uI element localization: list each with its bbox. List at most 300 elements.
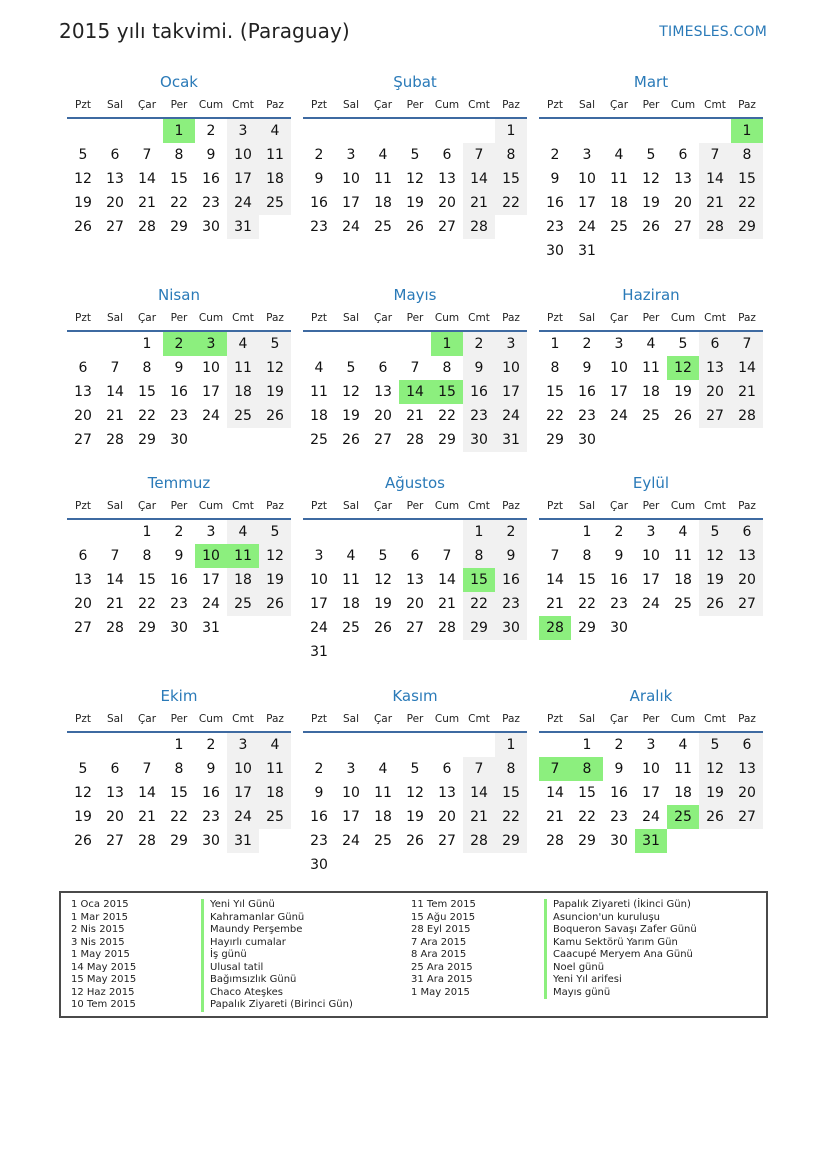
day-cell: 25 [227, 592, 259, 616]
day-cell: 4 [678, 737, 688, 753]
day-cell: 3 [614, 336, 624, 352]
holiday-day-cell: 7 [539, 757, 571, 781]
day-cell: 22 [495, 805, 527, 829]
day-cell: 1 [550, 336, 560, 352]
day-cell: 26 [699, 805, 731, 829]
day-cell: 21 [463, 805, 495, 829]
legend-holiday-name: İş günü [201, 949, 353, 962]
legend-date: 11 Tem 2015 [411, 899, 476, 910]
weekday-header: Cum [670, 500, 696, 512]
day-cell: 25 [227, 404, 259, 428]
day-cell: 31 [227, 215, 259, 239]
day-cell: 22 [170, 809, 188, 825]
day-cell: 20 [74, 408, 92, 424]
day-cell: 4 [646, 336, 656, 352]
day-cell: 17 [610, 384, 628, 400]
weekday-header: Cum [198, 99, 224, 111]
day-cell: 12 [342, 384, 360, 400]
day-cell: 7 [442, 548, 452, 564]
day-cell: 6 [110, 761, 120, 777]
day-cell: 8 [550, 360, 560, 376]
day-cell: 29 [138, 432, 156, 448]
day-cell: 22 [138, 596, 156, 612]
day-cell: 24 [202, 596, 220, 612]
day-cell: 15 [578, 572, 596, 588]
day-cell: 19 [259, 380, 291, 404]
legend-holiday-name: Maundy Perşembe [201, 924, 353, 937]
day-cell: 16 [578, 384, 596, 400]
day-cell: 23 [495, 592, 527, 616]
day-cell: 22 [578, 809, 596, 825]
weekday-header: Çar [137, 99, 157, 111]
day-cell: 11 [674, 761, 692, 777]
day-cell: 12 [642, 171, 660, 187]
day-cell: 1 [142, 336, 152, 352]
day-cell: 8 [174, 761, 184, 777]
day-cell: 18 [642, 384, 660, 400]
day-cell: 1 [582, 524, 592, 540]
day-cell: 25 [259, 805, 291, 829]
weekday-header: Cum [198, 713, 224, 725]
weekday-header: Cum [434, 99, 460, 111]
weekday-header: Pzt [547, 99, 563, 111]
day-cell: 6 [410, 548, 420, 564]
day-cell: 6 [442, 761, 452, 777]
weekday-header: Cum [670, 312, 696, 324]
day-cell: 15 [138, 384, 156, 400]
day-cell: 3 [314, 548, 324, 564]
day-cell: 21 [731, 380, 763, 404]
day-cell: 21 [106, 408, 124, 424]
day-cell: 24 [342, 833, 360, 849]
day-cell: 9 [314, 171, 324, 187]
day-cell: 22 [578, 596, 596, 612]
day-cell: 14 [106, 572, 124, 588]
day-cell: 8 [442, 360, 452, 376]
weekday-header: Pzt [547, 312, 563, 324]
day-cell: 26 [406, 833, 424, 849]
day-cell: 1 [495, 119, 527, 143]
day-cell: 9 [206, 147, 216, 163]
month-title: Ağustos [385, 474, 445, 492]
holiday-day-cell: 12 [667, 356, 699, 380]
legend-names-right [544, 899, 697, 999]
day-cell: 22 [170, 195, 188, 211]
day-cell: 21 [406, 408, 424, 424]
weekday-header: Sal [578, 312, 596, 324]
day-cell: 18 [342, 596, 360, 612]
day-cell: 27 [406, 620, 424, 636]
month-title: Ocak [160, 73, 198, 91]
day-cell: 7 [463, 757, 495, 781]
day-cell: 7 [550, 548, 560, 564]
day-cell: 16 [495, 568, 527, 592]
day-cell: 16 [202, 785, 220, 801]
day-cell: 10 [227, 757, 259, 781]
day-cell: 20 [731, 568, 763, 592]
day-cell: 23 [310, 219, 328, 235]
brand-link[interactable]: TIMESLES.COM [659, 24, 767, 40]
month-title: Eylül [632, 474, 670, 492]
day-cell: 29 [138, 620, 156, 636]
day-cell: 20 [674, 195, 692, 211]
day-cell: 9 [582, 360, 592, 376]
weekday-header: Çar [609, 99, 629, 111]
day-cell: 17 [227, 781, 259, 805]
legend-holiday-name: Asuncion'un kuruluşu [544, 912, 697, 925]
day-cell: 13 [106, 171, 124, 187]
day-cell: 26 [259, 592, 291, 616]
weekday-header: Pzt [311, 99, 327, 111]
day-cell: 13 [438, 785, 456, 801]
day-cell: 7 [142, 761, 152, 777]
weekday-header: Cum [198, 500, 224, 512]
day-cell: 26 [74, 219, 92, 235]
legend-date: 1 Oca 2015 [71, 899, 129, 910]
day-cell: 23 [578, 408, 596, 424]
month-title: Şubat [393, 73, 437, 91]
day-cell: 13 [374, 384, 392, 400]
header-rule [303, 117, 527, 119]
month-title: Haziran [622, 286, 680, 304]
day-cell: 11 [342, 572, 360, 588]
legend-date: 3 Nis 2015 [71, 936, 125, 948]
weekday-header: Cmt [468, 500, 490, 512]
day-cell: 21 [546, 596, 564, 612]
day-cell: 21 [463, 191, 495, 215]
day-cell: 6 [699, 332, 731, 356]
weekday-header: Cum [198, 312, 224, 324]
day-cell: 16 [170, 384, 188, 400]
day-cell: 10 [642, 761, 660, 777]
day-cell: 19 [259, 568, 291, 592]
holiday-legend [59, 891, 768, 1018]
day-cell: 27 [106, 833, 124, 849]
day-cell: 12 [406, 171, 424, 187]
day-cell: 19 [342, 408, 360, 424]
day-cell: 15 [170, 171, 188, 187]
day-cell: 15 [731, 167, 763, 191]
day-cell: 11 [310, 384, 328, 400]
day-cell: 8 [582, 548, 592, 564]
weekday-header: Cmt [232, 713, 254, 725]
day-cell: 6 [731, 520, 763, 544]
weekday-header: Paz [502, 713, 520, 725]
day-cell: 25 [642, 408, 660, 424]
legend-date: 10 Tem 2015 [71, 999, 136, 1010]
day-cell: 30 [170, 620, 188, 636]
weekday-header: Per [642, 312, 660, 324]
weekday-header: Paz [266, 713, 284, 725]
day-cell: 25 [374, 219, 392, 235]
day-cell: 12 [74, 171, 92, 187]
legend-holiday-name: Ulusal tatil [201, 962, 353, 975]
day-cell: 8 [495, 143, 527, 167]
day-cell: 20 [438, 809, 456, 825]
day-cell: 9 [174, 548, 184, 564]
page-title: 2015 yılı takvimi. (Paraguay) [59, 19, 350, 43]
day-cell: 4 [259, 119, 291, 143]
weekday-header: Cmt [468, 312, 490, 324]
day-cell: 2 [206, 737, 216, 753]
weekday-header: Sal [342, 312, 360, 324]
day-cell: 19 [406, 809, 424, 825]
day-cell: 18 [374, 195, 392, 211]
weekday-header: Cum [434, 500, 460, 512]
day-cell: 22 [495, 191, 527, 215]
day-cell: 17 [642, 785, 660, 801]
day-cell: 26 [406, 219, 424, 235]
day-cell: 23 [546, 219, 564, 235]
day-cell: 10 [310, 572, 328, 588]
day-cell: 6 [442, 147, 452, 163]
holiday-day-cell: 2 [163, 332, 195, 356]
legend-date: 28 Eyl 2015 [411, 924, 471, 935]
day-cell: 28 [463, 215, 495, 239]
day-cell: 18 [674, 785, 692, 801]
day-cell: 4 [378, 147, 388, 163]
weekday-header: Pzt [311, 713, 327, 725]
day-cell: 28 [731, 404, 763, 428]
day-cell: 21 [138, 195, 156, 211]
day-cell: 9 [463, 356, 495, 380]
weekday-header: Per [642, 500, 660, 512]
day-cell: 29 [438, 432, 456, 448]
day-cell: 3 [227, 733, 259, 757]
day-cell: 1 [174, 737, 184, 753]
weekday-header: Çar [137, 500, 157, 512]
day-cell: 6 [678, 147, 688, 163]
day-cell: 3 [582, 147, 592, 163]
day-cell: 25 [259, 191, 291, 215]
day-cell: 4 [227, 520, 259, 544]
day-cell: 12 [74, 785, 92, 801]
day-cell: 10 [342, 785, 360, 801]
day-cell: 24 [578, 219, 596, 235]
day-cell: 9 [614, 548, 624, 564]
day-cell: 31 [578, 243, 596, 259]
day-cell: 17 [495, 380, 527, 404]
day-cell: 26 [374, 620, 392, 636]
weekday-header: Sal [342, 713, 360, 725]
day-cell: 10 [578, 171, 596, 187]
holiday-day-cell: 14 [399, 380, 431, 404]
month-title: Mart [633, 73, 669, 91]
day-cell: 4 [678, 524, 688, 540]
day-cell: 18 [259, 167, 291, 191]
day-cell: 9 [174, 360, 184, 376]
weekday-header: Per [170, 99, 188, 111]
weekday-header: Per [170, 713, 188, 725]
day-cell: 11 [642, 360, 660, 376]
weekday-header: Per [170, 500, 188, 512]
day-cell: 10 [495, 356, 527, 380]
legend-date: 1 May 2015 [71, 949, 130, 960]
day-cell: 27 [438, 219, 456, 235]
day-cell: 14 [106, 384, 124, 400]
day-cell: 14 [546, 785, 564, 801]
weekday-header: Cmt [704, 99, 726, 111]
day-cell: 7 [731, 332, 763, 356]
weekday-header: Paz [266, 312, 284, 324]
day-cell: 8 [463, 544, 495, 568]
day-cell: 19 [406, 195, 424, 211]
legend-date: 7 Ara 2015 [411, 936, 467, 948]
day-cell: 3 [646, 737, 656, 753]
day-cell: 3 [206, 524, 216, 540]
day-cell: 18 [610, 195, 628, 211]
day-cell: 30 [578, 432, 596, 448]
day-cell: 5 [699, 733, 731, 757]
day-cell: 23 [610, 809, 628, 825]
holiday-day-cell: 8 [571, 757, 603, 781]
header-rule [539, 117, 763, 119]
weekday-header: Per [406, 500, 424, 512]
day-cell: 17 [227, 167, 259, 191]
day-cell: 9 [550, 171, 560, 187]
weekday-header: Pzt [75, 99, 91, 111]
weekday-header: Sal [106, 312, 124, 324]
day-cell: 20 [374, 408, 392, 424]
day-cell: 25 [674, 596, 692, 612]
day-cell: 13 [699, 356, 731, 380]
day-cell: 30 [310, 857, 328, 873]
day-cell: 22 [438, 408, 456, 424]
day-cell: 30 [610, 833, 628, 849]
day-cell: 11 [674, 548, 692, 564]
day-cell: 23 [202, 195, 220, 211]
legend-names-left [201, 899, 353, 1012]
legend-holiday-name: Chaco Ateşkes [201, 987, 353, 1000]
weekday-header: Paz [738, 713, 756, 725]
weekday-header: Çar [373, 500, 393, 512]
weekday-header: Çar [373, 312, 393, 324]
weekday-header: Per [406, 713, 424, 725]
day-cell: 19 [699, 568, 731, 592]
day-cell: 23 [170, 408, 188, 424]
day-cell: 30 [202, 833, 220, 849]
day-cell: 6 [378, 360, 388, 376]
weekday-header: Paz [266, 500, 284, 512]
day-cell: 18 [227, 380, 259, 404]
day-cell: 19 [74, 195, 92, 211]
day-cell: 17 [342, 809, 360, 825]
day-cell: 29 [578, 620, 596, 636]
day-cell: 23 [610, 596, 628, 612]
weekday-header: Çar [373, 99, 393, 111]
day-cell: 1 [582, 737, 592, 753]
day-cell: 14 [546, 572, 564, 588]
day-cell: 24 [495, 404, 527, 428]
day-cell: 27 [699, 404, 731, 428]
day-cell: 2 [174, 524, 184, 540]
day-cell: 29 [731, 215, 763, 239]
day-cell: 14 [138, 785, 156, 801]
day-cell: 6 [78, 360, 88, 376]
day-cell: 14 [463, 167, 495, 191]
day-cell: 13 [74, 384, 92, 400]
legend-holiday-name: Hayırlı cumalar [201, 937, 353, 950]
day-cell: 21 [699, 191, 731, 215]
day-cell: 28 [463, 829, 495, 853]
day-cell: 16 [610, 785, 628, 801]
legend-date: 1 May 2015 [411, 986, 470, 998]
day-cell: 24 [342, 219, 360, 235]
day-cell: 31 [310, 644, 328, 660]
weekday-header: Cmt [232, 99, 254, 111]
holiday-day-cell: 1 [731, 119, 763, 143]
day-cell: 12 [259, 544, 291, 568]
day-cell: 15 [495, 781, 527, 805]
day-cell: 7 [699, 143, 731, 167]
weekday-header: Cum [670, 99, 696, 111]
day-cell: 6 [78, 548, 88, 564]
holiday-day-cell: 15 [463, 568, 495, 592]
day-cell: 10 [202, 360, 220, 376]
day-cell: 3 [227, 119, 259, 143]
day-cell: 2 [582, 336, 592, 352]
legend-date: 2 Nis 2015 [71, 924, 125, 935]
day-cell: 15 [546, 384, 564, 400]
day-cell: 4 [314, 360, 324, 376]
day-cell: 29 [546, 432, 564, 448]
day-cell: 7 [410, 360, 420, 376]
day-cell: 29 [463, 616, 495, 640]
day-cell: 16 [610, 572, 628, 588]
day-cell: 5 [259, 332, 291, 356]
weekday-header: Cum [670, 713, 696, 725]
day-cell: 2 [614, 524, 624, 540]
day-cell: 9 [495, 544, 527, 568]
weekday-header: Çar [137, 312, 157, 324]
day-cell: 21 [438, 596, 456, 612]
weekday-header: Sal [106, 713, 124, 725]
day-cell: 8 [495, 757, 527, 781]
legend-date: 14 May 2015 [71, 961, 137, 973]
day-cell: 11 [259, 143, 291, 167]
day-cell: 4 [259, 733, 291, 757]
day-cell: 15 [578, 785, 596, 801]
day-cell: 5 [678, 336, 688, 352]
day-cell: 7 [463, 143, 495, 167]
day-cell: 20 [106, 195, 124, 211]
day-cell: 14 [463, 781, 495, 805]
day-cell: 2 [314, 147, 324, 163]
day-cell: 18 [374, 809, 392, 825]
day-cell: 23 [310, 833, 328, 849]
weekday-header: Sal [578, 99, 596, 111]
day-cell: 13 [731, 757, 763, 781]
day-cell: 5 [346, 360, 356, 376]
weekday-header: Çar [373, 713, 393, 725]
day-cell: 5 [699, 520, 731, 544]
day-cell: 11 [259, 757, 291, 781]
day-cell: 7 [110, 360, 120, 376]
weekday-header: Sal [106, 500, 124, 512]
holiday-day-cell: 11 [227, 544, 259, 568]
day-cell: 26 [642, 219, 660, 235]
month-title: Ekim [160, 687, 198, 705]
day-cell: 26 [342, 432, 360, 448]
day-cell: 11 [374, 785, 392, 801]
day-cell: 27 [74, 620, 92, 636]
day-cell: 9 [206, 761, 216, 777]
day-cell: 24 [310, 620, 328, 636]
day-cell: 5 [78, 761, 88, 777]
day-cell: 17 [202, 384, 220, 400]
day-cell: 30 [170, 432, 188, 448]
day-cell: 22 [731, 191, 763, 215]
